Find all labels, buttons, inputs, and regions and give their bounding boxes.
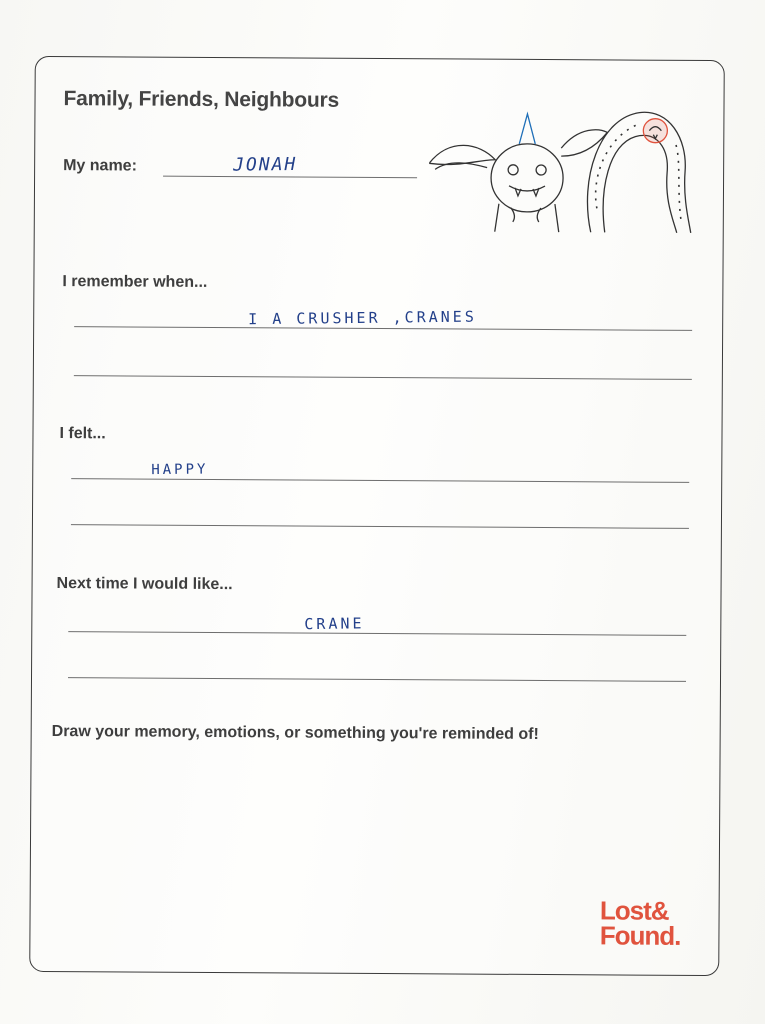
remember-line-2[interactable]: [74, 375, 692, 380]
felt-line-2[interactable]: [71, 524, 689, 529]
felt-line-1[interactable]: [71, 478, 689, 483]
felt-answer: HAPPY: [151, 461, 209, 479]
next-time-answer: CRANE: [304, 614, 365, 634]
winged-unicorn-monster-icon: [429, 113, 608, 232]
lost-and-found-logo: [599, 895, 681, 951]
worksheet-card: [29, 56, 725, 976]
name-value: JONAH: [233, 153, 298, 176]
remember-line-1[interactable]: [74, 326, 692, 331]
drawing-area[interactable]: [50, 757, 691, 941]
draw-prompt: Draw your memory, emotions, or something you're reminded of!: [51, 723, 539, 743]
remember-label: I remember when...: [62, 273, 208, 291]
monster-illustration: [429, 107, 700, 239]
remember-answer: I A CRUSHER ,CRANES: [248, 307, 477, 329]
felt-label: I felt...: [59, 425, 106, 443]
next-time-line-2[interactable]: [68, 677, 686, 682]
worksheet-title: Family, Friends, Neighbours: [63, 87, 340, 112]
logo-line-2: Found.: [599, 920, 681, 951]
logo-line-1: Lost&: [599, 895, 669, 926]
name-line[interactable]: [163, 176, 417, 179]
name-label: My name:: [63, 157, 137, 175]
next-time-line-1[interactable]: [68, 631, 686, 636]
next-time-label: Next time I would like...: [56, 575, 233, 594]
